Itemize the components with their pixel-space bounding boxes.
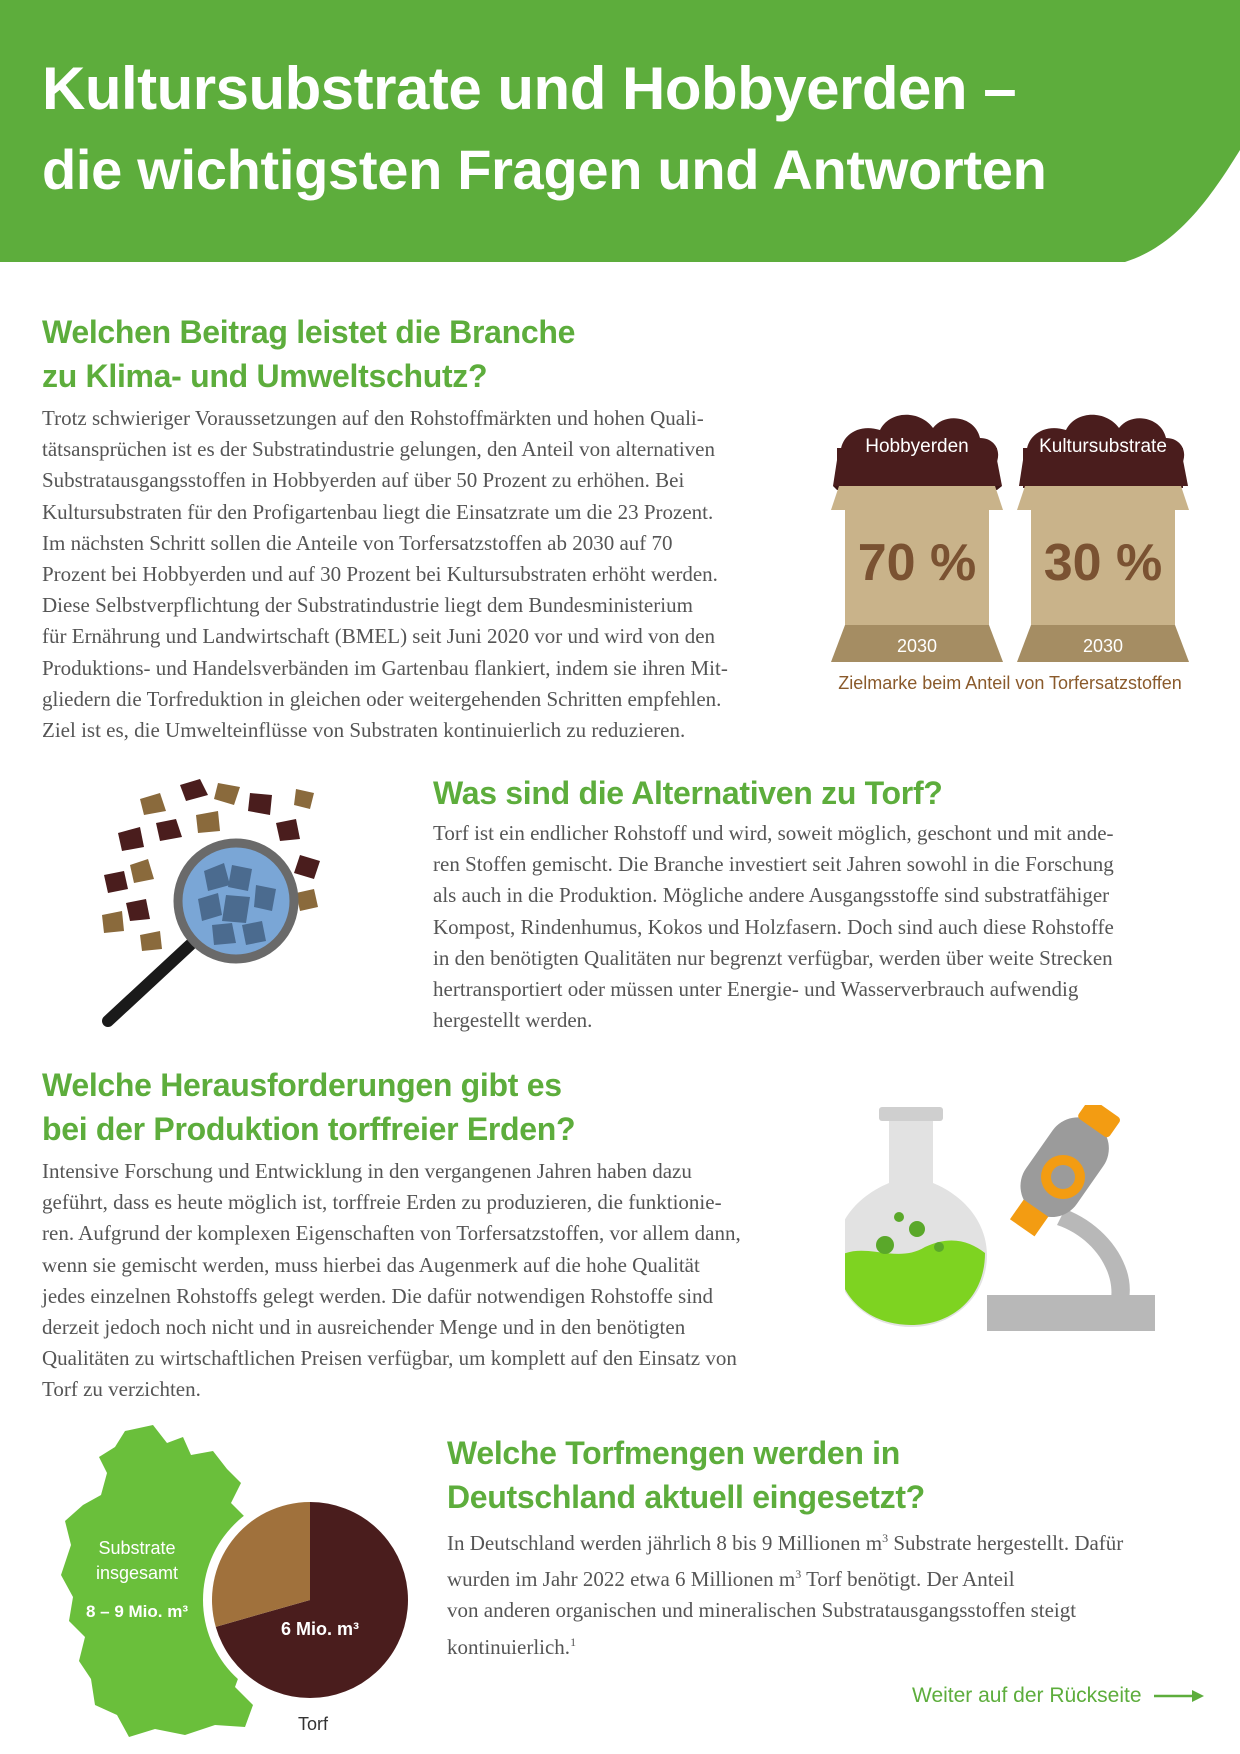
body-line: Substratausgangsstoffen in Hobbyerden auf über 50 Prozent zu erhöhen. Bei bbox=[42, 468, 685, 493]
bag-label: Hobbyerden bbox=[865, 436, 969, 457]
bags-caption: Zielmarke beim Anteil von Torfersatzstoffen bbox=[838, 673, 1182, 693]
body-line bbox=[447, 1627, 1123, 1663]
section2-heading bbox=[433, 771, 943, 815]
header-banner bbox=[0, 0, 1240, 262]
section4-body bbox=[447, 1523, 1123, 1663]
body-line: Produktions- und Handelsverbänden im Gartenbau flankiert, indem sie ihren Mit- bbox=[42, 655, 728, 680]
heading-line: Welche Torfmengen werden in bbox=[447, 1435, 901, 1471]
continue-link[interactable] bbox=[912, 1684, 1204, 1708]
magnifier-handle bbox=[108, 945, 190, 1021]
bag-year: 2030 bbox=[1082, 636, 1124, 656]
map-value: 8 – 9 Mio. m³ bbox=[85, 1602, 189, 1621]
map-label: insgesamt bbox=[95, 1563, 179, 1583]
page-subtitle: die wichtigsten Fragen und Antworten bbox=[42, 138, 1047, 201]
body-line: ren. Aufgrund der komplexen Eigenschaften von Torfersatzstoffen, vor allem dann, bbox=[42, 1221, 741, 1246]
text-run: wurden im Jahr 2022 etwa 6 Millionen m bbox=[447, 1567, 796, 1592]
bag-percent: 30 % bbox=[1043, 534, 1163, 592]
bag-hobbyerden bbox=[831, 415, 1003, 662]
body-line: für Ernährung und Landwirtschaft (BMEL) seit Juni 2020 vor und wird von den bbox=[42, 624, 716, 649]
section1-body bbox=[42, 403, 728, 746]
body-line: hergestellt werden. bbox=[433, 1008, 593, 1033]
body-line: Torf ist ein endlicher Rohstoff und wird, soweit möglich, geschont und mit ande- bbox=[433, 821, 1114, 845]
microscope-icon bbox=[987, 1105, 1155, 1331]
heading-line: zu Klima- und Umweltschutz? bbox=[42, 358, 488, 394]
body-line: Intensive Forschung und Entwicklung in den vergangenen Jahren haben dazu bbox=[42, 1159, 692, 1183]
body-line: Diese Selbstverpflichtung der Substratindustrie liegt dem Bundesministerium bbox=[42, 593, 693, 618]
body-line: Kompost, Rindenhumus, Kokos und Holzfasern. Doch sind auch diese Rohstoffe bbox=[433, 914, 1114, 939]
body-line: derzeit jedoch noch nicht und in ausreichender Menge und in den benötigten bbox=[42, 1315, 686, 1340]
section4-heading bbox=[447, 1431, 925, 1519]
body-line bbox=[447, 1523, 1123, 1559]
page-title: Kultursubstrate und Hobbyerden – bbox=[42, 55, 1017, 122]
continue-label: Weiter auf der Rückseite bbox=[912, 1684, 1142, 1707]
body-line: ren Stoffen gemischt. Die Branche investiert seit Jahren sowohl in die Forschung bbox=[433, 852, 1114, 877]
text-run: Torf benötigt. Der Anteil bbox=[801, 1567, 1015, 1592]
map-label: Substrate bbox=[98, 1538, 176, 1558]
pie-value-label: 6 Mio. m³ bbox=[280, 1619, 360, 1639]
body-line: Trotz schwieriger Voraussetzungen auf den Rohstoffmärkten und hohen Quali- bbox=[42, 406, 704, 430]
body-line: Kultursubstraten für den Profigartenbau liegt die Einsatzrate um die 23 Prozent. bbox=[42, 499, 714, 524]
body-line bbox=[447, 1559, 1123, 1595]
bag-kultursubstrate bbox=[1017, 415, 1189, 662]
text-run: kontinuierlich. bbox=[447, 1634, 571, 1659]
body-line: tätsansprüchen ist es der Substratindustrie gelungen, den Anteil von alternativen bbox=[42, 437, 716, 462]
heading-line: Deutschland aktuell eingesetzt? bbox=[447, 1479, 925, 1515]
torf-label: Torf bbox=[298, 1714, 329, 1734]
heading-line: bei der Produktion torffreier Erden? bbox=[42, 1111, 576, 1147]
section1-heading bbox=[42, 310, 575, 398]
body-line: wenn sie gemischt werden, muss hierbei das Augenmerk auf die hohe Qualität bbox=[42, 1252, 700, 1277]
header-background bbox=[0, 0, 1240, 262]
magnifier-peat-illustration bbox=[100, 775, 370, 1035]
flask-icon bbox=[845, 1107, 987, 1327]
superscript: 3 bbox=[882, 1531, 889, 1545]
pie-chart bbox=[212, 1502, 408, 1698]
body-line: Torf zu verzichten. bbox=[42, 1377, 201, 1402]
bag-percent: 70 % bbox=[857, 534, 977, 592]
soil-bags-illustration bbox=[825, 400, 1205, 710]
text-run: Substrate hergestellt. Dafür bbox=[888, 1531, 1124, 1555]
body-line: von anderen organischen und mineralischen Substratausgangsstoffen steigt bbox=[447, 1598, 1077, 1623]
section3-heading bbox=[42, 1063, 575, 1151]
heading-line: Welche Herausforderungen gibt es bbox=[42, 1067, 562, 1103]
arrow-right-icon bbox=[1154, 1688, 1204, 1704]
bag-label: Kultursubstrate bbox=[1039, 436, 1167, 457]
body-line: hertransportiert oder müssen unter Energie- und Wasserverbrauch aufwendig bbox=[433, 977, 1079, 1002]
body-line: in den benötigten Qualitäten nur begrenzt verfügbar, werden über weite Strecken bbox=[433, 945, 1113, 970]
body-line: Qualitäten zu wirtschaftlichen Preisen verfügbar, um komplett auf den Einsatz von bbox=[42, 1346, 737, 1371]
lab-illustration bbox=[845, 1105, 1155, 1337]
bag-year: 2030 bbox=[896, 636, 938, 656]
body-line: Prozent bei Hobbyerden und auf 30 Prozent bei Kultursubstraten erhöht werden. bbox=[42, 562, 718, 587]
section3-body bbox=[42, 1156, 741, 1406]
section2-body bbox=[433, 818, 1114, 1036]
heading-line: Welchen Beitrag leistet die Branche bbox=[42, 314, 576, 350]
body-line: geführt, dass es heute möglich ist, torffreie Erden zu produzieren, die funktionie- bbox=[42, 1190, 722, 1215]
body-line: jedes einzelnen Rohstoffs gelegt werden. Die dafür notwendigen Rohstoffe sind bbox=[42, 1283, 714, 1308]
heading-line: Was sind die Alternativen zu Torf? bbox=[433, 775, 943, 811]
body-line: Im nächsten Schritt sollen die Anteile von Torfersatzstoffen ab 2030 auf 70 bbox=[42, 530, 673, 555]
superscript: 1 bbox=[570, 1634, 577, 1649]
germany-map-pie-illustration bbox=[55, 1425, 415, 1745]
body-line: Ziel ist es, die Umwelteinflüsse von Substraten kontinuierlich zu reduzieren. bbox=[42, 718, 686, 743]
body-line: als auch in die Produktion. Mögliche andere Ausgangsstoffe sind substratfähiger bbox=[433, 883, 1110, 908]
text-run: In Deutschland werden jährlich 8 bis 9 Millionen m bbox=[447, 1531, 883, 1555]
superscript: 3 bbox=[795, 1567, 802, 1582]
body-line: gliedern die Torfreduktion in gleichen oder weitergehenden Schritten empfehlen. bbox=[42, 686, 722, 711]
